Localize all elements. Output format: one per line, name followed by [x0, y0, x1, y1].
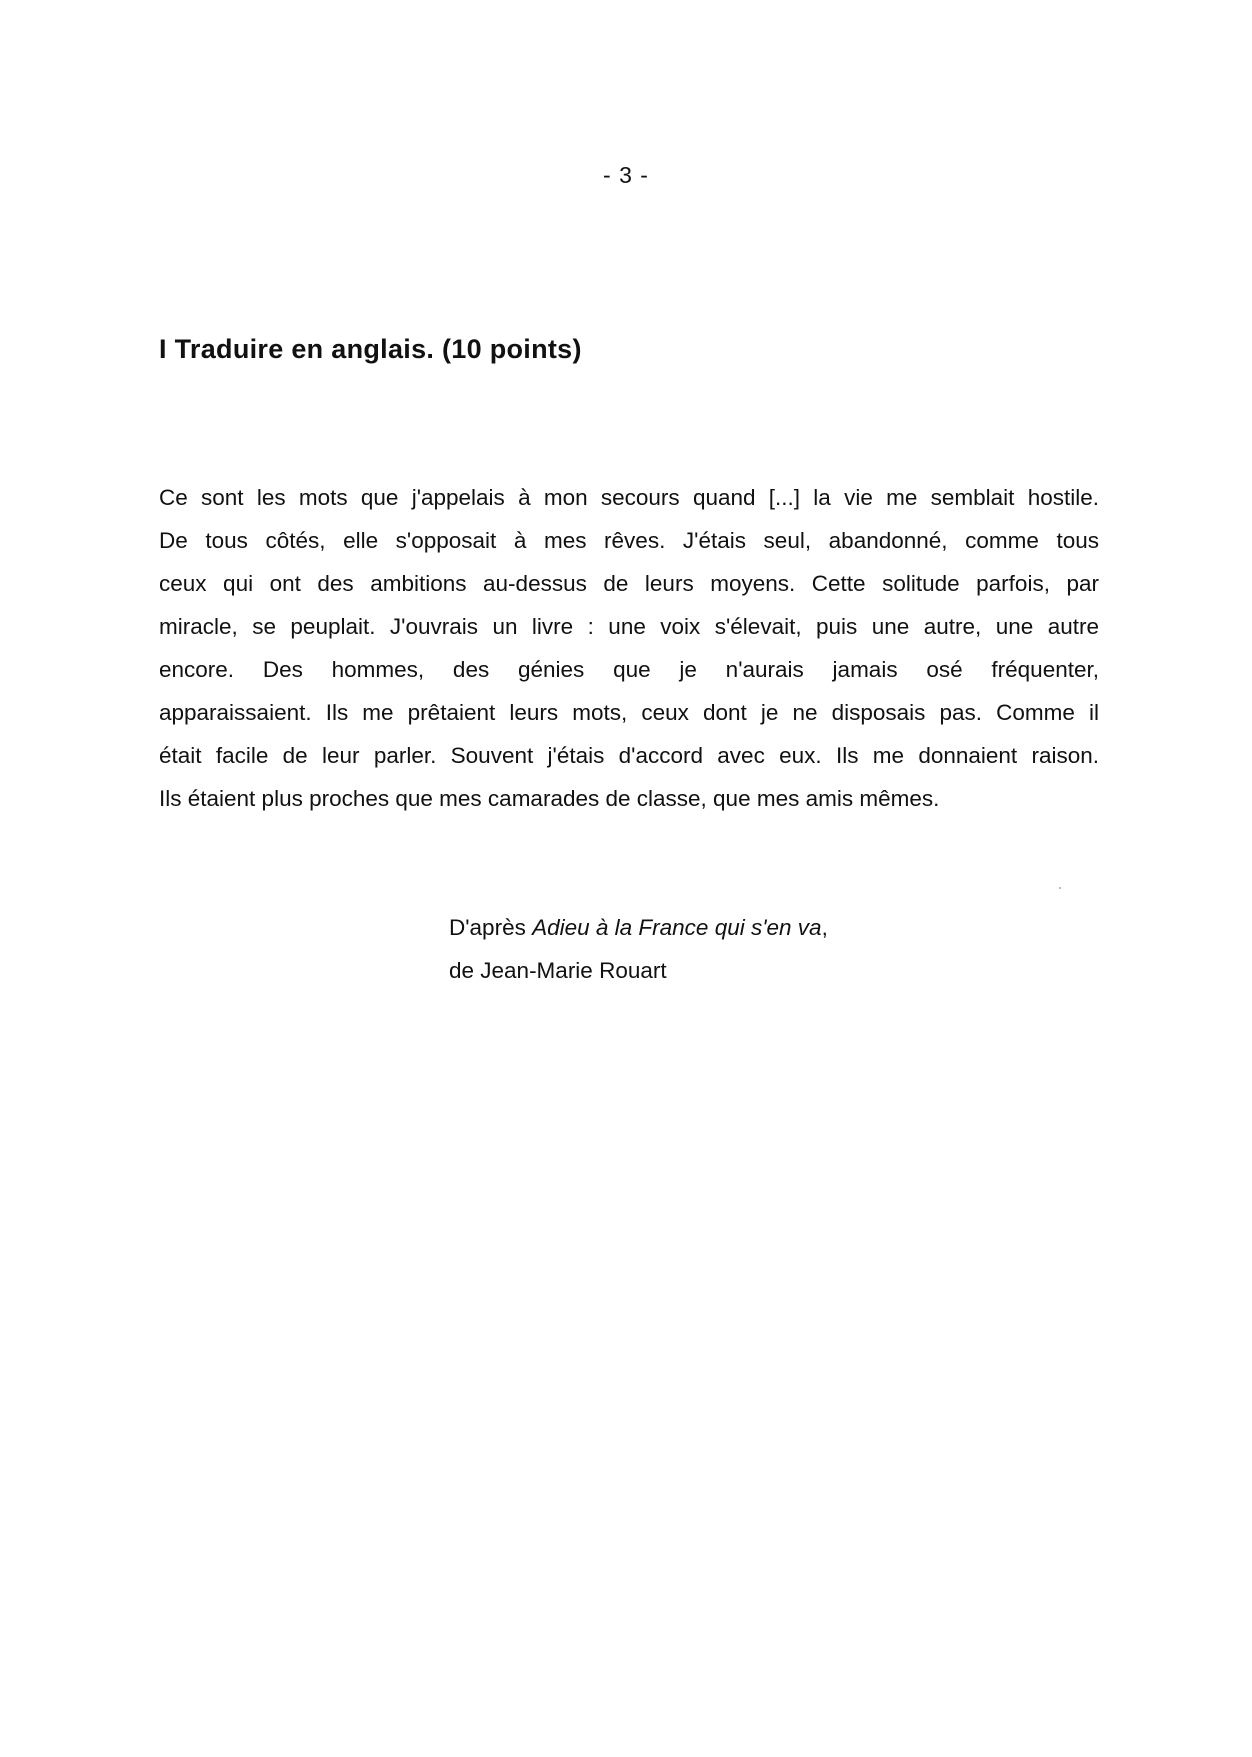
source-attribution	[449, 906, 828, 992]
source-author: de Jean-Marie Rouart	[449, 958, 667, 983]
passage-line: ceux qui ont des ambitions au-dessus de leurs moyens. Cette solitude parfois, par	[159, 571, 1099, 596]
page-number: - 3 -	[603, 162, 649, 188]
passage-line: était facile de leur parler. Souvent j'étais d'accord avec eux. Ils me donnaient raison.	[159, 743, 1099, 768]
passage-line: Ils étaient plus proches que mes camarades de classe, que mes amis mêmes.	[159, 786, 940, 811]
passage-line: Ce sont les mots que j'appelais à mon secours quand [...] la vie me semblait hostile.	[159, 485, 1099, 510]
exercise-heading: I Traduire en anglais. (10 points)	[159, 334, 582, 364]
passage-line: apparaissaient. Ils me prêtaient leurs mots, ceux dont je ne disposais pas. Comme il	[159, 700, 1099, 725]
passage-line: De tous côtés, elle s'opposait à mes rêves. J'étais seul, abandonné, comme tous	[159, 528, 1099, 553]
source-suffix: ,	[821, 915, 828, 940]
source-title: Adieu à la France qui s'en va	[532, 915, 822, 940]
translation-passage	[159, 476, 1099, 820]
source-title-line	[449, 906, 828, 949]
passage-line: miracle, se peuplait. J'ouvrais un livre : une voix s'élevait, puis une autre, une autre	[159, 614, 1099, 639]
scan-speck	[1059, 887, 1061, 889]
passage-line: encore. Des hommes, des génies que je n'aurais jamais osé fréquenter,	[159, 657, 1099, 682]
source-prefix: D'après	[449, 915, 533, 940]
